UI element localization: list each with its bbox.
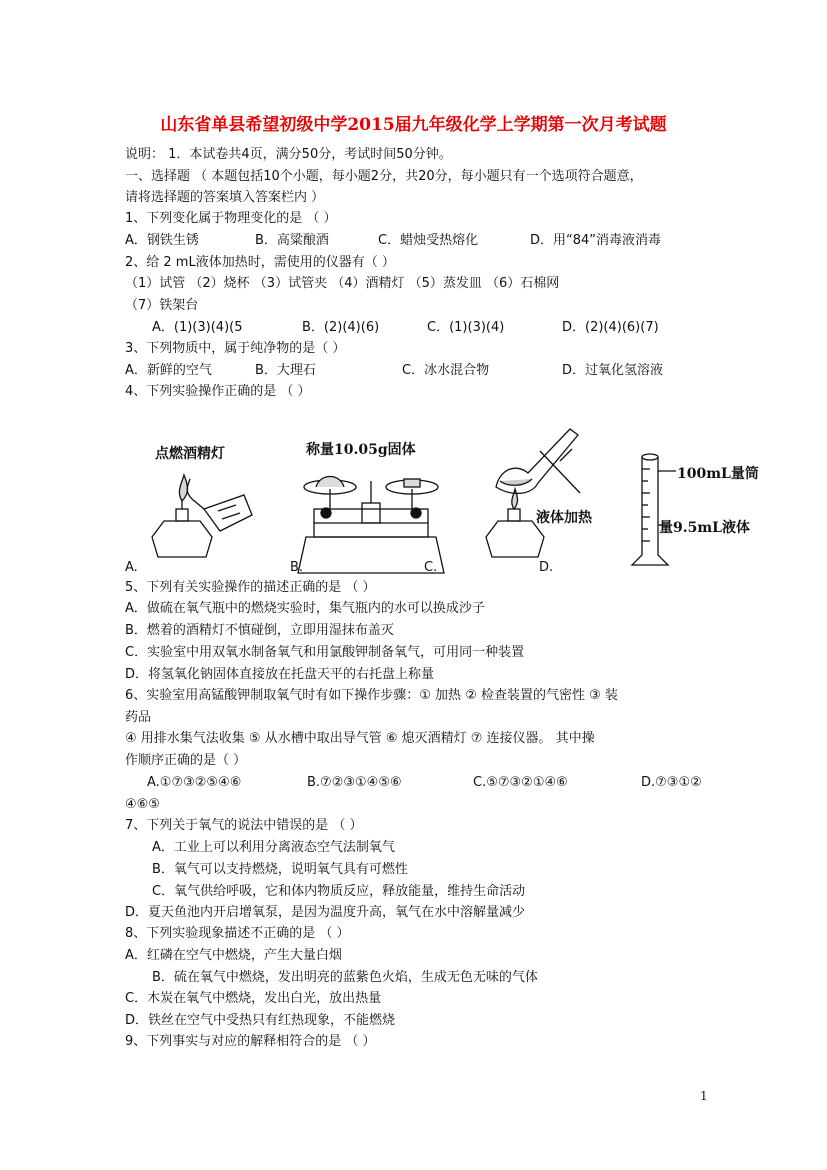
q6-option-d-cont: ④⑥⑤: [125, 797, 160, 812]
q7-option-d: D．夏天鱼池内开启增氧泵，是因为温度升高，氧气在水中溶解量减少: [125, 905, 526, 920]
q7-stem: 7、下列关于氧气的说法中错误的是 （ ）: [125, 818, 363, 833]
q5-option-a: A．做硫在氧气瓶中的燃烧实验时，集气瓶内的水可以换成沙子: [125, 601, 485, 616]
q7-option-a: A．工业上可以利用分离液态空气法制氧气: [152, 840, 395, 855]
section-heading-cont: 请将选择题的答案填入答案栏内 ）: [125, 190, 325, 205]
exam-note: 说明： 1．本试卷共4页，满分50分，考试时间50分钟。: [125, 147, 452, 162]
q9-stem: 9、下列事实与对应的解释相符合的是 （ ）: [125, 1034, 376, 1049]
q7-option-b: B．氧气可以支持燃烧，说明氧气具有可燃性: [152, 862, 408, 877]
q4-selector-a: A.: [125, 560, 138, 575]
q8-option-b: B．硫在氧气中燃烧，发出明亮的蓝紫色火焰，生成无色无味的气体: [152, 970, 538, 985]
graduated-cylinder-icon: [632, 454, 676, 565]
q1-stem: 1、下列变化属于物理变化的是 （ ）: [125, 211, 337, 226]
balance-icon: [298, 477, 444, 574]
fig-label-d2: 量9.5mL液体: [659, 520, 751, 536]
q2-option-d: D．(2)(4)(6)(7): [562, 320, 659, 335]
q5-option-d: D．将氢氧化钠固体直接放在托盘天平的右托盘上称量: [125, 667, 435, 682]
section-heading: 一、选择题 （ 本题包括10个小题，每小题2分，共20分，每小题只有一个选项符合题意，: [125, 169, 643, 184]
q2-option-a: A．(1)(3)(4)(5: [152, 320, 243, 335]
q6-steps: ④ 用排水集气法收集 ⑤ 从水槽中取出导气管 ⑥ 熄灭酒精灯 ⑦ 连接仪器。 其中操: [125, 731, 595, 746]
page-title: 山东省单县希望初级中学2015届九年级化学上学期第一次月考试题: [160, 115, 667, 135]
page-number: 1: [700, 1089, 708, 1103]
q3-option-b: B．大理石: [255, 363, 316, 378]
q6-stem-cont: 药品: [125, 710, 152, 725]
q4-selector-b: B.: [290, 560, 304, 575]
q4-selector-c: C.: [424, 560, 438, 575]
q2-option-c: C．(1)(3)(4): [427, 320, 505, 335]
q3-option-c: C．冰水混合物: [402, 363, 490, 378]
q5-stem: 5、下列有关实验操作的描述正确的是 （ ）: [125, 580, 376, 595]
q6-option-c: C.⑤⑦③②①④⑥: [473, 775, 568, 790]
q7-option-c: C．氧气供给呼吸，它和体内物质反应，释放能量，维持生命活动: [152, 884, 526, 899]
q4-stem: 4、下列实验操作正确的是 （ ）: [125, 384, 311, 399]
fig-label-b: 称量10.05g固体: [306, 442, 416, 458]
q3-stem: 3、下列物质中，属于纯净物的是（ ）: [125, 341, 346, 356]
q2-stem: 2、给 2 mL液体加热时，需使用的仪器有（ ）: [125, 255, 395, 270]
q2-option-b: B．(2)(4)(6): [302, 320, 380, 335]
q3-option-d: D．过氧化氢溶液: [562, 363, 664, 378]
q5-option-b: B．燃着的酒精灯不慎碰倒，立即用湿抹布盖灭: [125, 623, 394, 638]
q1-option-c: C．蜡烛受热熔化: [378, 233, 479, 248]
fig-label-d1: 100mL量筒: [677, 466, 759, 482]
q6-option-d: D.⑦③①②: [641, 775, 702, 790]
q2-items-cont: （7）铁架台: [125, 298, 199, 313]
fig-label-a: 点燃酒精灯: [155, 446, 225, 462]
alcohol-lamp-icon: [152, 475, 252, 557]
q1-option-b: B．高粱酿酒: [255, 233, 329, 248]
q5-option-c: C．实验室中用双氧水制备氧气和用氯酸钾制备氧气，可用同一种装置: [125, 645, 525, 660]
fig-label-c: 液体加热: [536, 510, 592, 526]
q2-items: （1）试管 （2）烧杯 （3）试管夹 （4）酒精灯 （5）蒸发皿 （6）石棉网: [125, 276, 560, 291]
q6-option-a: A.①⑦③②⑤④⑥: [147, 775, 242, 790]
q3-option-a: A．新鲜的空气: [125, 363, 212, 378]
q6-question: 作顺序正确的是（ ）: [125, 753, 247, 768]
q1-option-d: D．用“84”消毒液消毒: [530, 233, 662, 248]
q8-option-a: A．红磷在空气中燃烧，产生大量白烟: [125, 948, 342, 963]
q8-option-c: C．木炭在氧气中燃烧，发出白光，放出热量: [125, 991, 382, 1006]
q4-figure: [120, 425, 760, 575]
q4-selector-d: D.: [539, 560, 554, 575]
q8-stem: 8、下列实验现象描述不正确的是 （ ）: [125, 926, 350, 941]
q8-option-d: D．铁丝在空气中受热只有红热现象，不能燃烧: [125, 1013, 396, 1028]
q6-stem: 6、实验室用高锰酸钾制取氧气时有如下操作步骤：① 加热 ② 检查装置的气密性 ③ 装: [125, 688, 618, 703]
test-tube-heating-icon: [486, 429, 580, 557]
q1-option-a: A．钢铁生锈: [125, 233, 199, 248]
q6-option-b: B.⑦②③①④⑤⑥: [307, 775, 402, 790]
